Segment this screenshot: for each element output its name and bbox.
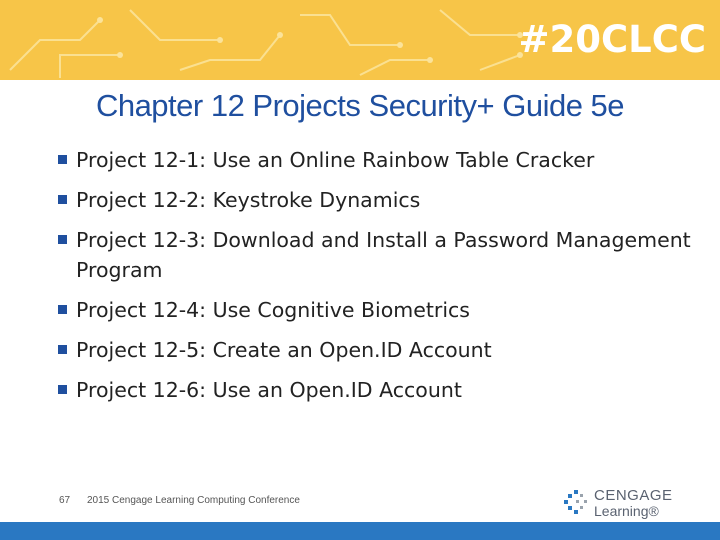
conference-footer: 2015 Cengage Learning Computing Conference	[87, 495, 300, 506]
bullet-list	[58, 145, 698, 415]
cengage-logo	[562, 486, 682, 520]
logo-text-cengage: CENGAGE	[594, 487, 673, 504]
square-bullet-icon	[58, 385, 67, 394]
hashtag-label: #20CLCC	[518, 18, 706, 61]
square-bullet-icon	[58, 155, 67, 164]
cengage-dots-icon	[562, 488, 592, 518]
header-banner	[0, 0, 720, 80]
page-number: 67	[59, 495, 71, 506]
bullet-item: Project 12-5: Create an Open.ID Account	[58, 335, 698, 365]
square-bullet-icon	[58, 235, 67, 244]
logo-text-learning: Learning®	[594, 503, 659, 519]
square-bullet-icon	[58, 345, 67, 354]
bullet-item: Project 12-4: Use Cognitive Biometrics	[58, 295, 698, 325]
square-bullet-icon	[58, 195, 67, 204]
bullet-item: Project 12-2: Keystroke Dynamics	[58, 185, 698, 215]
bullet-item: Project 12-6: Use an Open.ID Account	[58, 375, 698, 405]
footer-bar	[0, 522, 720, 540]
bullet-item: Project 12-1: Use an Online Rainbow Table Cracker	[58, 145, 698, 175]
square-bullet-icon	[58, 305, 67, 314]
bullet-item: Project 12-3: Download and Install a Password Management Program	[58, 225, 698, 285]
slide-title: Chapter 12 Projects Security+ Guide 5e	[95, 88, 625, 123]
